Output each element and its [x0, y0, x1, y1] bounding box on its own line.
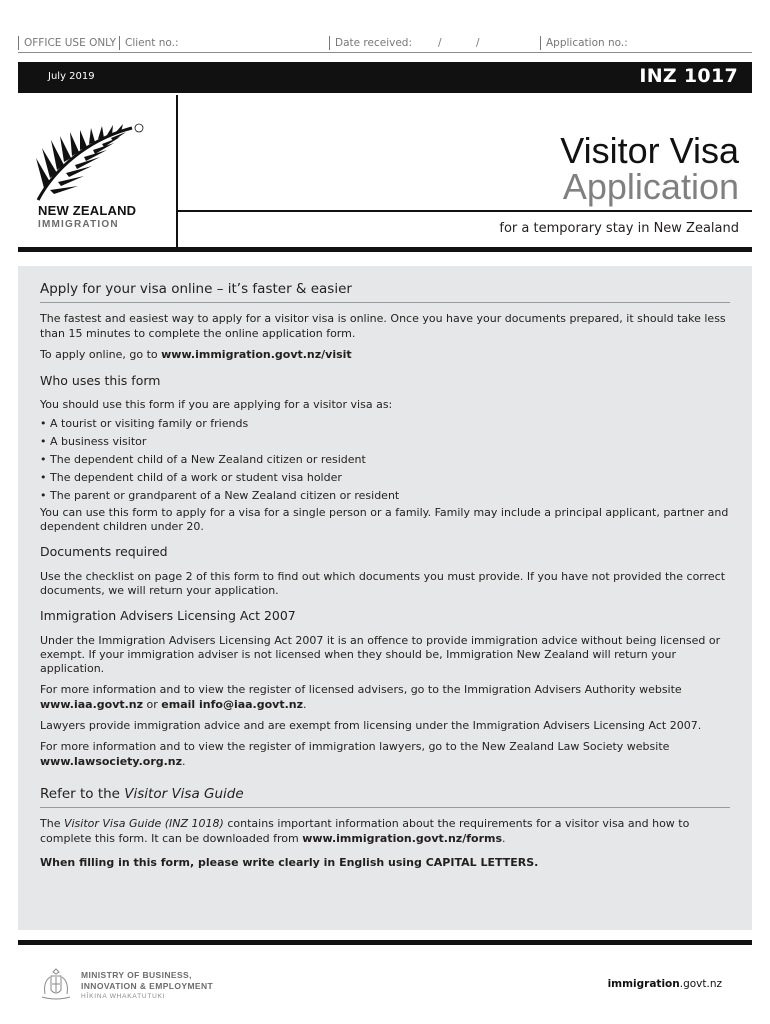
- form-date: July 2019: [48, 71, 95, 82]
- iaa-register-text: For more information and to view the register of licensed advisers, go to the Immigration Advisers Authority website: [40, 683, 682, 697]
- online-link-paragraph: [40, 348, 730, 362]
- brand-immigration: IMMIGRATION: [38, 219, 119, 230]
- header-divider: [18, 247, 752, 252]
- title-divider: [177, 210, 752, 212]
- trademark-icon: [135, 124, 143, 132]
- form-subtitle: for a temporary stay in New Zealand: [499, 221, 739, 236]
- footer-url-suffix: .govt.nz: [679, 978, 722, 990]
- footer-url-domain: immigration: [607, 978, 680, 990]
- ministry-name-line2: INNOVATION & EMPLOYMENT: [81, 981, 214, 991]
- footer-website-link[interactable]: [608, 978, 722, 990]
- online-link-prefix: To apply online, go to: [40, 347, 162, 361]
- silver-fern-logo-icon: [34, 122, 144, 204]
- date-received-field: [329, 36, 480, 50]
- form-title-secondary: Application: [562, 166, 739, 207]
- date-separator: /: [476, 37, 480, 49]
- list-item: • The dependent child of a New Zealand citizen or resident: [40, 451, 730, 469]
- nz-coat-of-arms-icon: [38, 966, 74, 1002]
- info-content: [40, 282, 730, 870]
- client-no-field: Client no.:: [119, 36, 179, 50]
- or-text: or: [143, 697, 162, 711]
- period: .: [182, 754, 186, 768]
- guide-text-prefix: The: [40, 817, 64, 831]
- law-society-text: For more information and to view the register of immigration lawyers, go to the New Zealand Law Society website: [40, 740, 670, 754]
- footer-divider: [18, 940, 752, 945]
- brand-new-zealand: NEW ZEALAND: [38, 203, 137, 218]
- iaa-paragraph: Under the Immigration Advisers Licensing Act 2007 it is an offence to provide immigration advice without being licensed or exempt. If your immigration adviser is not licensed when they should be, Immigration New Zealand will return your application.: [40, 633, 721, 676]
- section-heading-iaa: Immigration Advisers Licensing Act 2007: [40, 608, 296, 624]
- office-use-label: OFFICE USE ONLY: [18, 36, 116, 50]
- law-society-link[interactable]: www.lawsociety.org.nz: [40, 754, 183, 768]
- iaa-website-link[interactable]: www.iaa.govt.nz: [40, 697, 144, 711]
- guide-text: contains important information about the requirements for a visitor visa and how to complete this form. It can be downloaded from: [40, 817, 690, 845]
- guide-title: Visitor Visa Guide (INZ 1018): [63, 817, 224, 831]
- date-received-label: Date received:: [335, 37, 413, 49]
- guide-heading-prefix: Refer to the: [40, 785, 125, 802]
- capital-letters-note: When filling in this form, please write clearly in English using CAPITAL LETTERS.: [40, 855, 539, 869]
- form-code: INZ 1017: [639, 65, 738, 87]
- period: .: [502, 831, 506, 845]
- form-header-bar: [18, 62, 752, 93]
- online-paragraph: The fastest and easiest way to apply for a visitor visa is online. Once you have your documents prepared, it should take less than 15 minutes to complete the online application form.: [40, 312, 726, 340]
- date-separator: /: [438, 37, 442, 49]
- list-item: • The parent or grandparent of a New Zealand citizen or resident: [40, 487, 730, 505]
- ministry-maori-name: HĪKINA WHAKATUTUKI: [81, 993, 166, 1000]
- guide-heading-title: Visitor Visa Guide: [124, 785, 244, 802]
- ministry-name-line1: MINISTRY OF BUSINESS,: [81, 970, 192, 980]
- who-intro: You should use this form if you are applying for a visitor visa as:: [40, 398, 393, 412]
- logo-divider: [176, 95, 178, 247]
- section-heading-who: Who uses this form: [40, 373, 161, 389]
- list-item: • A business visitor: [40, 433, 730, 451]
- who-list: [40, 415, 730, 505]
- form-title: Visitor Visa: [560, 130, 739, 171]
- iaa-email-link[interactable]: email info@iaa.govt.nz: [161, 697, 304, 711]
- visit-link[interactable]: www.immigration.govt.nz/visit: [161, 347, 352, 361]
- forms-link[interactable]: www.immigration.govt.nz/forms: [302, 831, 502, 845]
- section-heading-documents: Documents required: [40, 544, 168, 560]
- law-society-paragraph: [40, 740, 730, 769]
- documents-paragraph: Use the checklist on page 2 of this form to find out which documents you must provide. If you have not provided the correct documents, we will return your application.: [40, 569, 726, 597]
- section-heading-guide: [40, 787, 730, 808]
- who-outro: You can use this form to apply for a visa for a single person or a family. Family may include a principal applicant, partner and dependent children under 20.: [40, 505, 729, 534]
- iaa-register-paragraph: [40, 683, 730, 712]
- list-item: • A tourist or visiting family or friends: [40, 415, 730, 433]
- office-use-strip: [18, 36, 752, 53]
- period: .: [303, 697, 307, 711]
- lawyers-paragraph: Lawyers provide immigration advice and are exempt from licensing under the Immigration Advisers Licensing Act 2007.: [40, 719, 702, 733]
- section-heading-online: Apply for your visa online – it’s faster & easier: [40, 282, 730, 303]
- application-no-field: Application no.:: [540, 36, 628, 50]
- list-item: • The dependent child of a work or student visa holder: [40, 469, 730, 487]
- guide-paragraph: [40, 817, 730, 846]
